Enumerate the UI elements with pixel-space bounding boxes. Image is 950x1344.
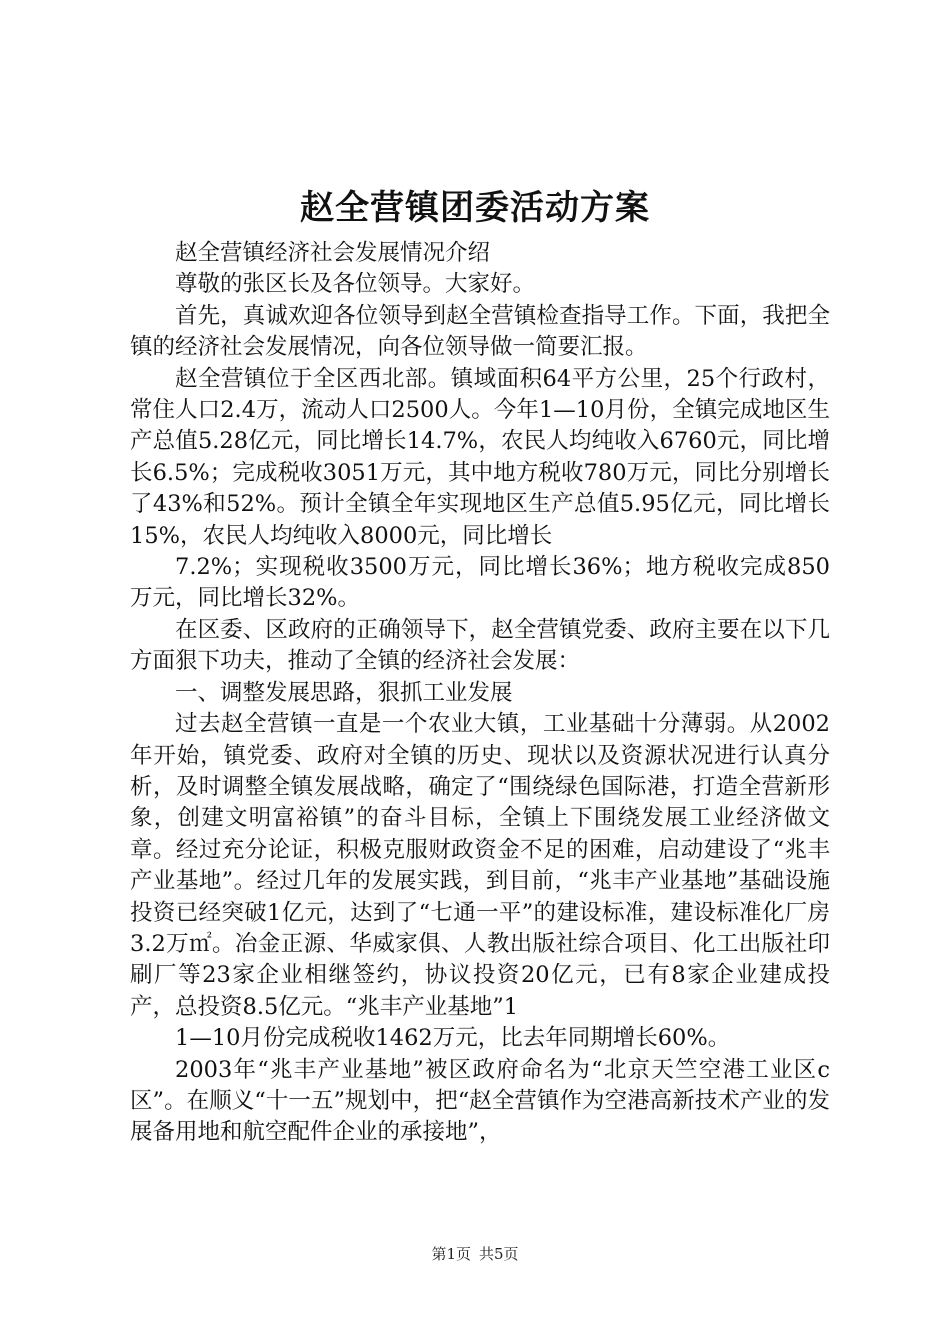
page-footer [0, 1244, 950, 1264]
paragraph-welcome: 首先，真诚欢迎各位领导到赵全营镇检查指导工作。下面，我把全镇的经济社会发展情况，向各位领导做一简要汇报。 [130, 302, 830, 361]
paragraph-leadership: 在区委、区政府的正确领导下，赵全营镇党委、政府主要在以下几方面狠下功夫，推动了全镇的经济社会发展： [130, 616, 830, 675]
paragraph-industrial-zone: 2003年“兆丰产业基地”被区政府命名为“北京天竺空港工业区c区”。在顺义“十一五”规划中，把“赵全营镇作为空港高新技术产业的发展备用地和航空配件企业的承接地”， [130, 1056, 830, 1146]
paragraph-greeting: 尊敬的张区长及各位领导。大家好。 [175, 271, 536, 298]
paragraph-tax-growth: 7.2%；实现税收3500万元，同比增长36%；地方税收完成850万元，同比增长32%。 [130, 554, 830, 612]
page-total: 共5页 [479, 1245, 519, 1263]
document-body [130, 238, 830, 1149]
section-heading-1: 一、调整发展思路，狠抓工业发展 [175, 679, 513, 706]
paragraph-overview: 赵全营镇位于全区西北部。镇域面积64平方公里，25个行政村，常住人口2.4万，流动人口2500人。今年1—10月份，全镇完成地区生产总值5.28亿元，同比增长14.7%，农民人均纯收入6760元，同比增长6.5%；完成税收3051万元，其中地方税收780万元，同比分别增长了43%和52%。预计全镇全年实现地区生产总值5.95亿元，同比增长15%，农民人均纯收入8000元，同比增长 [130, 365, 830, 549]
paragraph-intro-heading: 赵全营镇经济社会发展情况介绍 [175, 240, 491, 266]
paragraph-industry: 过去赵全营镇一直是一个农业大镇，工业基础十分薄弱。从2002年开始，镇党委、政府对全镇的历史、现状以及资源状况进行认真分析，及时调整全镇发展战略，确定了“围绕绿色国际港，打造全营新形象，创建文明富裕镇”的奋斗目标，全镇上下围绕发展工业经济做文章。经过充分论证，积极克服财政资金不足的困难，启动建设了“兆丰产业基地”。经过几年的发展实践，到目前，“兆丰产业基地”基础设施投资已经突破1亿元，达到了“七通一平”的建设标准，建设标准化厂房3.2万㎡。冶金正源、华威家俱、人教出版社综合项目、化工出版社印刷厂等23家企业相继签约，协议投资20亿元，已有8家企业建成投产，总投资8.5亿元。“兆丰产业基地”1 [130, 711, 830, 1020]
paragraph-tax-base: 1—10月份完成税收1462万元，比去年同期增长60%。 [175, 1025, 731, 1052]
document-title: 赵全营镇团委活动方案 [300, 188, 650, 228]
page-number: 第1页 [431, 1245, 471, 1263]
